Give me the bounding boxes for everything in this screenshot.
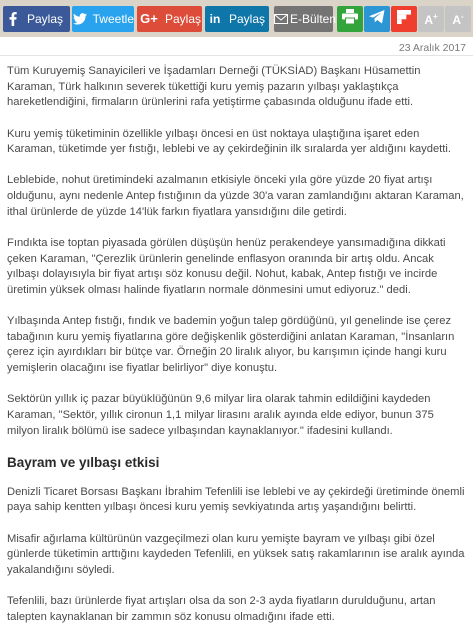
email-bulletin-button[interactable]: [274, 6, 337, 32]
article-paragraph: Sektörün yıllık iç pazar büyüklüğünün 9,6 milyar lira olarak tahmin edildiğini kaydeden Karaman, "Sektör, yıllık cironun 1,1 milyar lirasını aralık ayında elde ediyor, bunun 375 milyon liralık bölümü ise sadece yılbaşından kaynaklanıyor." ifadesini kullandı.: [7, 393, 434, 437]
font-increase-button[interactable]: [418, 6, 444, 32]
twitter-bird-icon: [72, 6, 89, 32]
flipboard-icon: [397, 10, 411, 29]
google-plus-icon: G+: [140, 11, 158, 26]
article-paragraph: Fındıkta ise toptan piyasada görülen düşüşün henüz perakendeye yansımadığına dikkati çeken Karaman, "Çerezlik ürünlerin genelinde enflasyon oranında bir artış oldu. Ancak yılbaşı dolayısıyla bir fiyat artışı söz konusu değil. Nohut, kabak, Antep fıstığı ve incirde üretimin yüksek olması halinde fiyatların normale dönmesini umut ediyoruz." dedi.: [7, 236, 446, 296]
twitter-share-label: Tweetle: [92, 12, 134, 26]
linkedin-share-button[interactable]: [205, 6, 269, 32]
flipboard-share-button[interactable]: [391, 6, 417, 32]
twitter-share-button[interactable]: [72, 6, 134, 32]
article-paragraph: Misafir ağırlama kültürünün vazgeçilmezi olan kuru yemişte bayram ve yılbaşı gibi özel günlerde tüketimin arttığını kaydeden Tefenlili, en yüksek satış rakamlarının ise aralık ayında yakalandığını söyledi.: [7, 532, 465, 576]
divider: [0, 55, 473, 56]
article-paragraph: Kuru yemiş tüketiminin özellikle yılbaşı öncesi en üst noktaya ulaştığına işaret eden Karaman, tüketimde yer fıstığı, leblebi ve ay çekirdeğinin ilk sıralarda yer aldığını kaydetti.: [7, 127, 451, 156]
article-paragraph: Tüm Kuruyemiş Sanayicileri ve İşadamları Derneği (TÜKSİAD) Başkanı Hüsamettin Karaman, Türk halkının severek tükettiği kuru yemiş pazarın yılbaşı yaklaştıkça hareketlendiğini, firmaların ürünlerini rafa yetiştirme çabasında olduğunu ifade etti.: [7, 65, 421, 109]
print-button[interactable]: [337, 6, 363, 32]
googleplus-share-label: Paylaş: [165, 12, 202, 26]
facebook-icon: [3, 6, 23, 32]
share-bar: [0, 0, 473, 37]
printer-icon: [342, 9, 358, 29]
facebook-share-button[interactable]: [3, 6, 70, 32]
article-paragraph: Tefenlili, bazı ürünlerde fiyat artışları olsa da son 2-3 ayda fiyatların durulduğunu, artan talepten kaynaklanan bir zammın söz konusu olmadığını ifade etti.: [7, 595, 436, 623]
font-decrease-icon: A-: [452, 11, 464, 27]
telegram-share-button[interactable]: [364, 6, 390, 32]
envelope-icon: [274, 6, 288, 32]
email-bulletin-label: E-Bülten: [290, 12, 337, 26]
section-heading: Bayram ve yılbaşı etkisi: [7, 454, 160, 470]
facebook-share-label: Paylaş: [27, 12, 64, 26]
article-paragraph: Denizli Ticaret Borsası Başkanı İbrahim Tefenlili ise leblebi ve ay çekirdeği üretiminde önemli paya sahip kentten yılbaşı öncesi kuru yemiş sevkiyatında artış yaşandığını belirtti.: [7, 485, 465, 514]
telegram-icon: [369, 10, 385, 29]
linkedin-icon: in: [209, 12, 221, 26]
font-decrease-button[interactable]: [445, 6, 471, 32]
font-increase-icon: A+: [424, 11, 438, 27]
publish-date: 23 Aralık 2017: [398, 42, 466, 54]
linkedin-share-label: Paylaş: [229, 12, 266, 26]
googleplus-share-button[interactable]: [137, 6, 202, 32]
article-paragraph: Yılbaşında Antep fıstığı, fındık ve bademin yoğun talep gördüğünü, yıl genelinde ise çerez tabağının kuru yemiş fiyatlarına göre değişkenlik gösterdiğini anlatan Karaman, "İnsanların çerez için ayırdıkları bir bütçe var. Örneğin 20 liralık alıyor, bu karışımın içinde hangi kuru yemişlerin olacağını ise fiyatlar belirliyor" diye konuştu.: [7, 315, 455, 375]
article-body: [7, 64, 466, 641]
article-paragraph: Leblebide, nohut üretimindeki azalmanın etkisiyle önceki yıla göre yüzde 20 fiyat artışı olduğunu, aynı nedenle Antep fıstığının da yüzde 30'a varan zamlandığını aktaran Karaman, ithal ürünlerde de yüzde 14'lük farkın fiyatlara yansıdığını dile getirdi.: [7, 174, 464, 218]
